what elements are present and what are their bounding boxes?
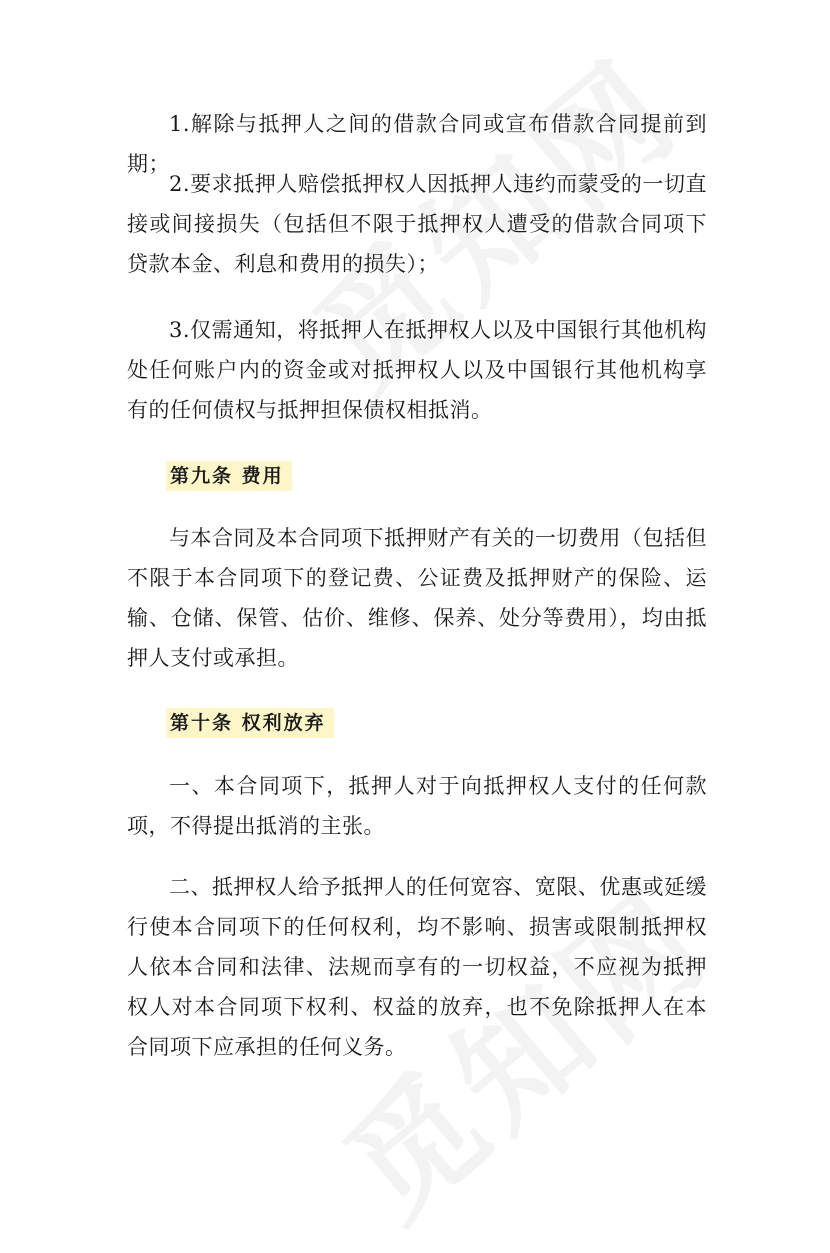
article-10-clause-2: 二、抵押权人给予抵押人的任何宽容、宽限、优惠或延缓行使本合同项下的任何权利，均不影响、损害或限制抵押权人依本合同和法律、法规而享有的一切权益，不应视为抵押权人对本合同项下权利、权益的放弃，也不免除抵押人在本合同项下应承担的任何义务。 <box>127 875 707 1059</box>
article-9-heading: 第九条 费用 <box>166 461 292 491</box>
item-2: 2.要求抵押人赔偿抵押权人因抵押人违约而蒙受的一切直接或间接损失（包括但不限于抵押权人遭受的借款合同项下贷款本金、利息和费用的损失）； <box>127 172 707 276</box>
item-3: 3.仅需通知，将抵押人在抵押权人以及中国银行其他机构处任何账户内的资金或对抵押权人以及中国银行其他机构享有的任何债权与抵押担保债权相抵消。 <box>127 318 707 422</box>
article-10-heading: 第十条 权利放弃 <box>166 708 334 738</box>
item-1: 1.解除与抵押人之间的借款合同或宣布借款合同提前到期； <box>127 112 707 176</box>
article-9-body: 与本合同及本合同项下抵押财产有关的一切费用（包括但不限于本合同项下的登记费、公证费及抵押财产的保险、运输、仓储、保管、估价、维修、保养、处分等费用），均由抵押人支付或承担。 <box>127 526 707 670</box>
article-10-clause-1: 一、本合同项下，抵押人对于向抵押权人支付的任何款项，不得提出抵消的主张。 <box>127 774 707 838</box>
